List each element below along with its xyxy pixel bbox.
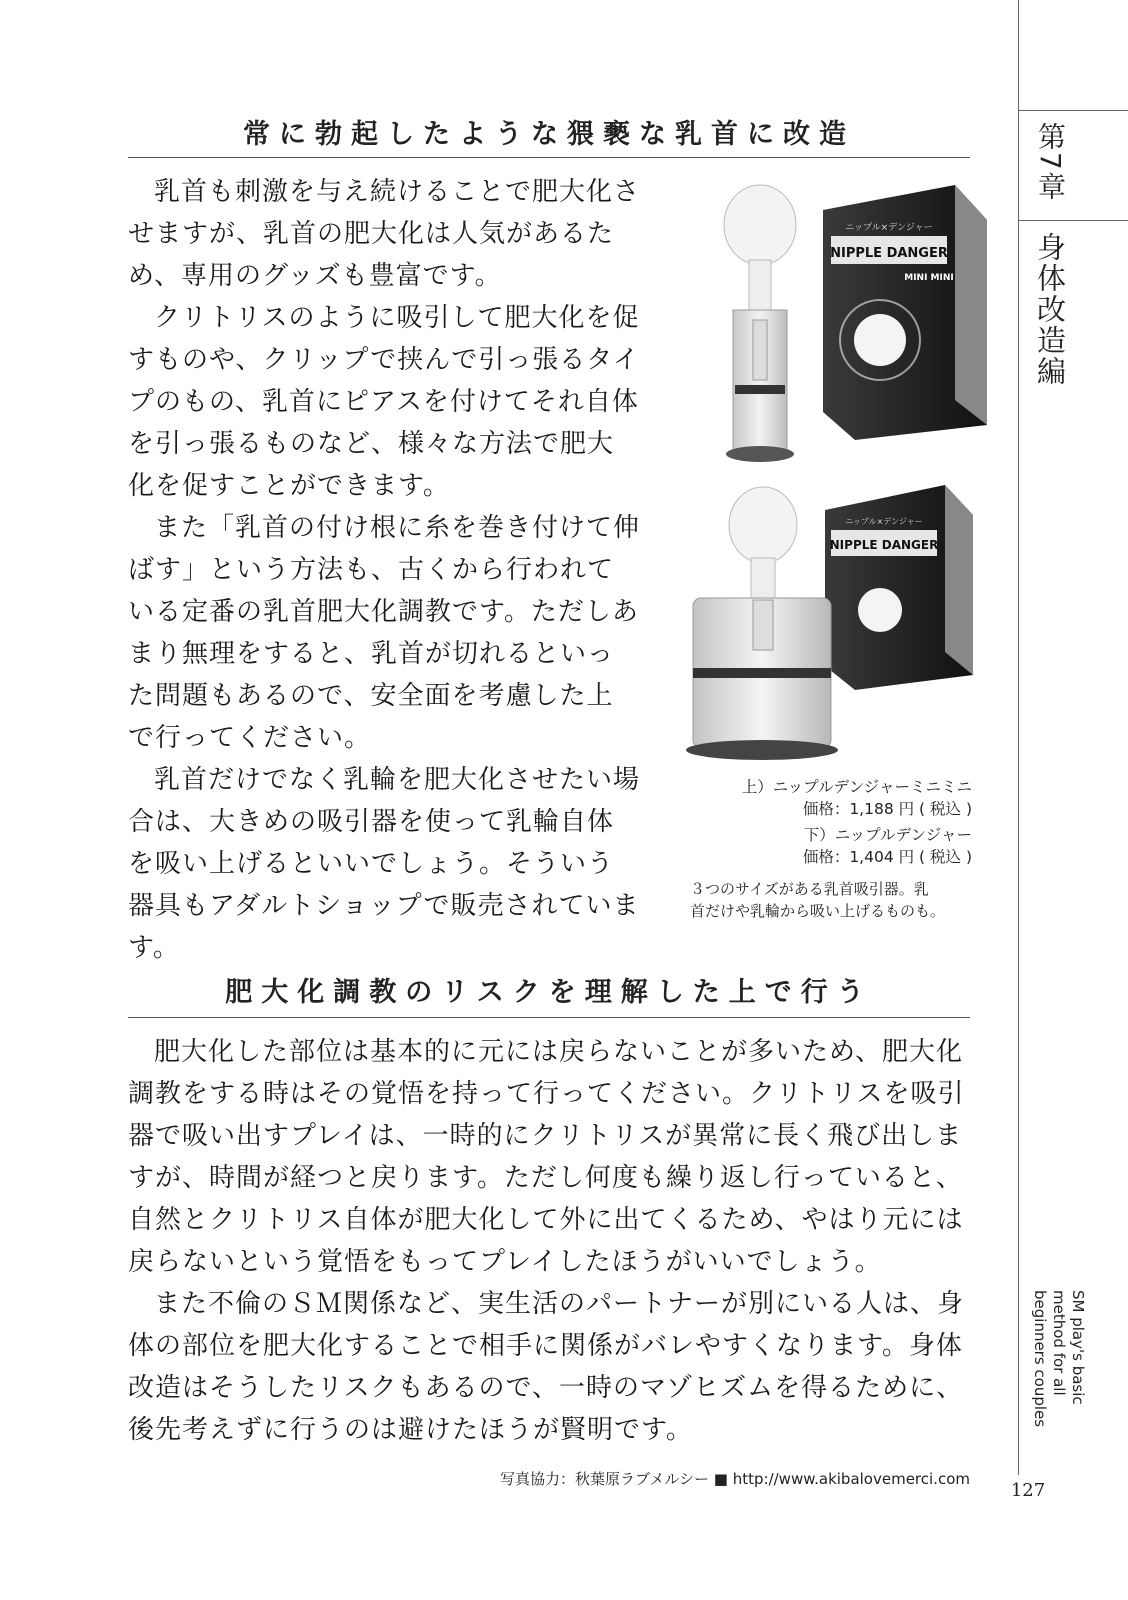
caption-top-name: 上）ニップルデンジャーミニミニ — [741, 778, 972, 796]
sidebar-rule-top — [1018, 110, 1128, 111]
caption-top-price: 価格：1,188 円 ( 税込 ) — [802, 800, 972, 818]
section1-rule — [128, 157, 970, 158]
box-brand-bottom: NIPPLE DANGER — [829, 538, 939, 552]
product-caption — [690, 776, 972, 922]
caption-note-line1: ３つのサイズがある乳首吸引器。乳 — [690, 880, 929, 898]
section1-heading: 常に勃起したような猥褻な乳首に改造 — [243, 119, 855, 150]
product-photo-bottom — [685, 480, 975, 770]
section2-heading: 肥大化調教のリスクを理解した上で行う — [225, 977, 873, 1008]
box-subtitle-bottom: ニップル×デンジャー — [845, 517, 923, 526]
sidebar-rule-mid — [1018, 220, 1128, 221]
section1-paragraph-3: また「乳首の付け根に糸を巻き付けて伸ばす」という方法も、古くから行われている定番の乳首肥大化調教です。ただしあまり無理をすると、乳首が切れるといった問題もあるので、安全面を考慮した上で行ってください。 — [128, 513, 641, 753]
box-brand-top: NIPPLE DANGER — [830, 246, 948, 261]
section2-rule — [128, 1017, 970, 1018]
section2-paragraph-1: 肥大化した部位は基本的に元には戻らないことが多いため、肥大化調教をする時はその覚悟を持って行ってください。クリトリスを吸引器で吸い出すプレイは、一時的にクリトリスが異常に長く飛び出しますが、時間が経つと戻ります。ただし何度も繰り返し行っていると、自然とクリトリス自体が肥大化して外に出てくるため、やはり元には戻らないという覚悟をもってプレイしたほうがいいでしょう。 — [128, 1037, 965, 1277]
book-title: SM play's basic method for all beginners couples — [1031, 1290, 1087, 1428]
section1-paragraph-1: 乳首も刺激を与え続けることで肥大化させますが、乳首の肥大化は人気があるため、専用のグッズも豊富です。 — [128, 177, 641, 291]
section1-paragraph-4: 乳首だけでなく乳輪を肥大化させたい場合は、大きめの吸引器を使って乳輪自体を吸い上げるといいでしょう。そういう器具もアダルトショップで販売されています。 — [128, 765, 641, 963]
section2-paragraph-2: また不倫のＳＭ関係など、実生活のパートナーが別にいる人は、身体の部位を肥大化することで相手に関係がバレやすくなります。身体改造はそうしたリスクもあるので、一時のマゾヒズムを得るために、後先考えずに行うのは避けたほうが賢明です。 — [128, 1289, 965, 1445]
box-subtitle-top: ニップル×デンジャー — [845, 223, 933, 233]
caption-bottom-price: 価格：1,404 円 ( 税込 ) — [802, 848, 972, 866]
sidebar-divider — [1018, 0, 1019, 1475]
section-label: 身体改造編 — [1033, 232, 1067, 387]
box-mini-badge: MINI MINI — [904, 273, 954, 283]
chapter-label: 第7章 — [1034, 122, 1067, 202]
section1-body — [128, 171, 640, 969]
caption-bottom-name: 下）ニップルデンジャー — [803, 826, 972, 844]
photo-credit: 写真協力：秋葉原ラブメルシー ■ http://www.akibalovemerci.com — [500, 1470, 970, 1488]
caption-note-line2: 首だけや乳輪から吸い上げるものも。 — [690, 902, 946, 920]
product-photo-top — [705, 180, 990, 470]
page-number: 127 — [1010, 1480, 1046, 1501]
section1-paragraph-2: クリトリスのように吸引して肥大化を促すものや、クリップで挟んで引っ張るタイプのもの、乳首にピアスを付けてそれ自体を引っ張るものなど、様々な方法で肥大化を促すことができます。 — [128, 303, 640, 501]
section2-body — [128, 1031, 970, 1451]
